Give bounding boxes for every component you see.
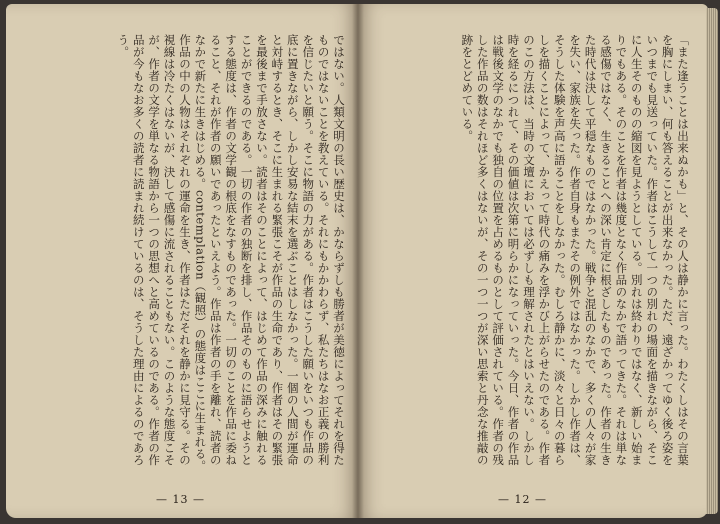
left-page-body-text: ではない。人類文明の長い歴史は、かならずしも勝者が美徳によってそれを得たものではないことを教えている。それにもかかわらず、私たちはなお正義の勝利を信じたいと願う。そこに物語の力がある。作者はこうした願いをいつも作品の底に置きながら、しかし安易な結末を選ぶことはしなかった。一個の人間が運命と対峙するとき、そこに生まれる緊張こそが作品の生命であり、作者はその緊張を最後まで手放さない。読者はそのことによって、はじめて作品の深みに触れることができるのである。一切の作者の独断を排し、作品そのものに語らせようとする態度は、作者の文学観の根底をなすものであった。一切のことを作品に委ねること、それが作者の願いであったといえよう。作品は作者の手を離れ、読者のなかで新たに生きはじめる。contemplation（観照）の態度はここに生まれる。作品の中の人物はそれぞれの運命を生き、作者はただそれを静かに見守る。その視線は冷たくはないが、決して感傷に流されることもない。このような態度こそが、作者の文学を単なる物語から一つの思想へと高めているのである。作者の作品が今もなお多くの読者に読まれ続けているのは、そうした理由によるのであろう。 xyxy=(116,34,346,473)
right-page xyxy=(358,4,708,518)
left-page-number: — 13 — xyxy=(156,493,205,506)
book-gutter xyxy=(352,4,364,518)
page-edges xyxy=(706,8,718,514)
left-page xyxy=(6,4,358,518)
right-page-number: — 12 — xyxy=(498,493,547,506)
right-page-body-text: 「また逢うことは出来ぬかも」と、その人は静かに言った。わたくしはその言葉を胸にしまい、何も答えることが出来なかった。ただ、遠ざかってゆく後ろ姿をいつまでも見送っていた。作者はこうして一つの別れの場面を描きながら、そこに人生そのものの縮図を見ようとしている。別れは終わりではなく、新しい始まりでもある。そのことを作者は幾度となく作品のなかで語ってきた。それは単なる感傷ではなく、生きることへの深い肯定に根ざしたものであった。作者の生きた時代は決して平穏なものではなかった。戦争と混乱のなかで、多くの人々が家を失い、家族を失った。作者自身もまたその例外ではなかった。しかし作者は、そうした体験を声高に語ることをしなかった。むしろ静かに、淡々と日々の暮らしを描くことによって、かえって時代の痛みを浮かび上がらせたのである。作者のこの方法は、当時の文壇においては必ずしも理解されたとはいえない。しかし時を経るにつれて、その価値は次第に明らかになっていった。今日、作者の作品は戦後文学のなかでも独自の位置を占めるものとして評価されている。作者の残した作品の数はそれほど多くはないが、その一つ一つが深い思索と丹念な推敲の跡をとどめている。 xyxy=(460,34,690,466)
